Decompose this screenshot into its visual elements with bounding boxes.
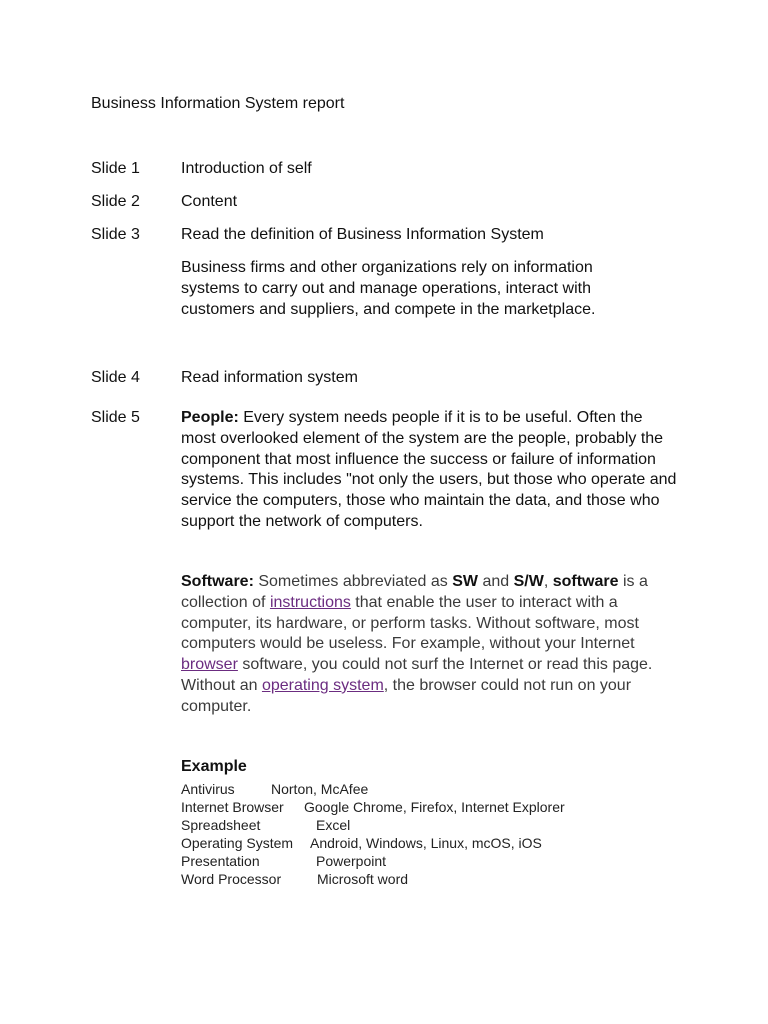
software-paragraph [181,572,656,718]
operating-system-link[interactable]: operating system [261,676,384,694]
example-row [181,798,565,816]
people-body: Every system needs people if it is to be useful. Often the most overlooked element of the system are the people, probably the component that most influence the success or failure of information systems. This includes "not only the users, but those who operate and service the computers, those who maintain the data, and those who support the network of computers. [181,409,677,530]
example-value: Norton, McAfee [271,781,369,797]
slide-1-text: Introduction of self [181,160,312,177]
example-category: Spreadsheet [181,817,261,833]
slide-3-paragraph: Business firms and other organizations rely on information systems to carry out and manage operations, interact with customers and suppliers, and compete in the marketplace. [181,259,596,318]
example-value: Android, Windows, Linux, mcOS, iOS [310,835,542,851]
example-row [181,852,565,870]
instructions-link[interactable]: instructions [269,593,351,611]
example-category: Antivirus [181,781,235,797]
document-title: Business Information System report [91,95,345,112]
software-text-3: , [543,573,553,590]
software-text-5: that enable the user to interact with a computer, its hardware, or perform tasks. Without software, most computers would be useless. For example, without your Internet [181,593,639,653]
example-value: Powerpoint [316,853,387,869]
example-value: Microsoft word [317,871,409,887]
example-heading: Example [181,758,247,775]
example-value: Excel [316,817,351,833]
example-row [181,816,565,834]
slide-1-label: Slide 1 [91,160,140,177]
software-text-2: and [478,573,514,590]
people-paragraph [181,408,681,533]
example-list [181,780,565,888]
example-category: Presentation [181,853,260,869]
example-value: Google Chrome, Firefox, Internet Explorer [304,799,565,815]
software-sw2: S/W [513,573,544,590]
example-category: Operating System [181,835,294,851]
browser-link[interactable]: browser [181,656,238,674]
example-category: Word Processor [181,871,282,887]
software-text-4: is a collection of [181,573,648,611]
software-text-6: software, you could not surf the Internet or read this page. Without an [181,656,653,694]
slide-4-label: Slide 4 [91,369,140,386]
slide-2-text: Content [181,193,238,210]
slide-2-label: Slide 2 [91,193,140,210]
software-term: Software: [181,573,254,590]
slide-3-text: Read the definition of Business Information System [181,226,544,243]
slide-3-label: Slide 3 [91,226,140,243]
example-row [181,780,565,798]
software-text-1: Sometimes abbreviated as [253,573,453,590]
example-row [181,870,565,888]
example-row [181,834,565,852]
people-term: People: [181,409,239,426]
example-category: Internet Browser [181,799,284,815]
slide-4-text: Read information system [181,369,358,386]
slide-5-label: Slide 5 [91,409,140,426]
software-word: software [552,573,619,590]
software-text-7: , the browser could not run on your computer. [181,676,632,715]
software-sw: SW [452,573,479,590]
